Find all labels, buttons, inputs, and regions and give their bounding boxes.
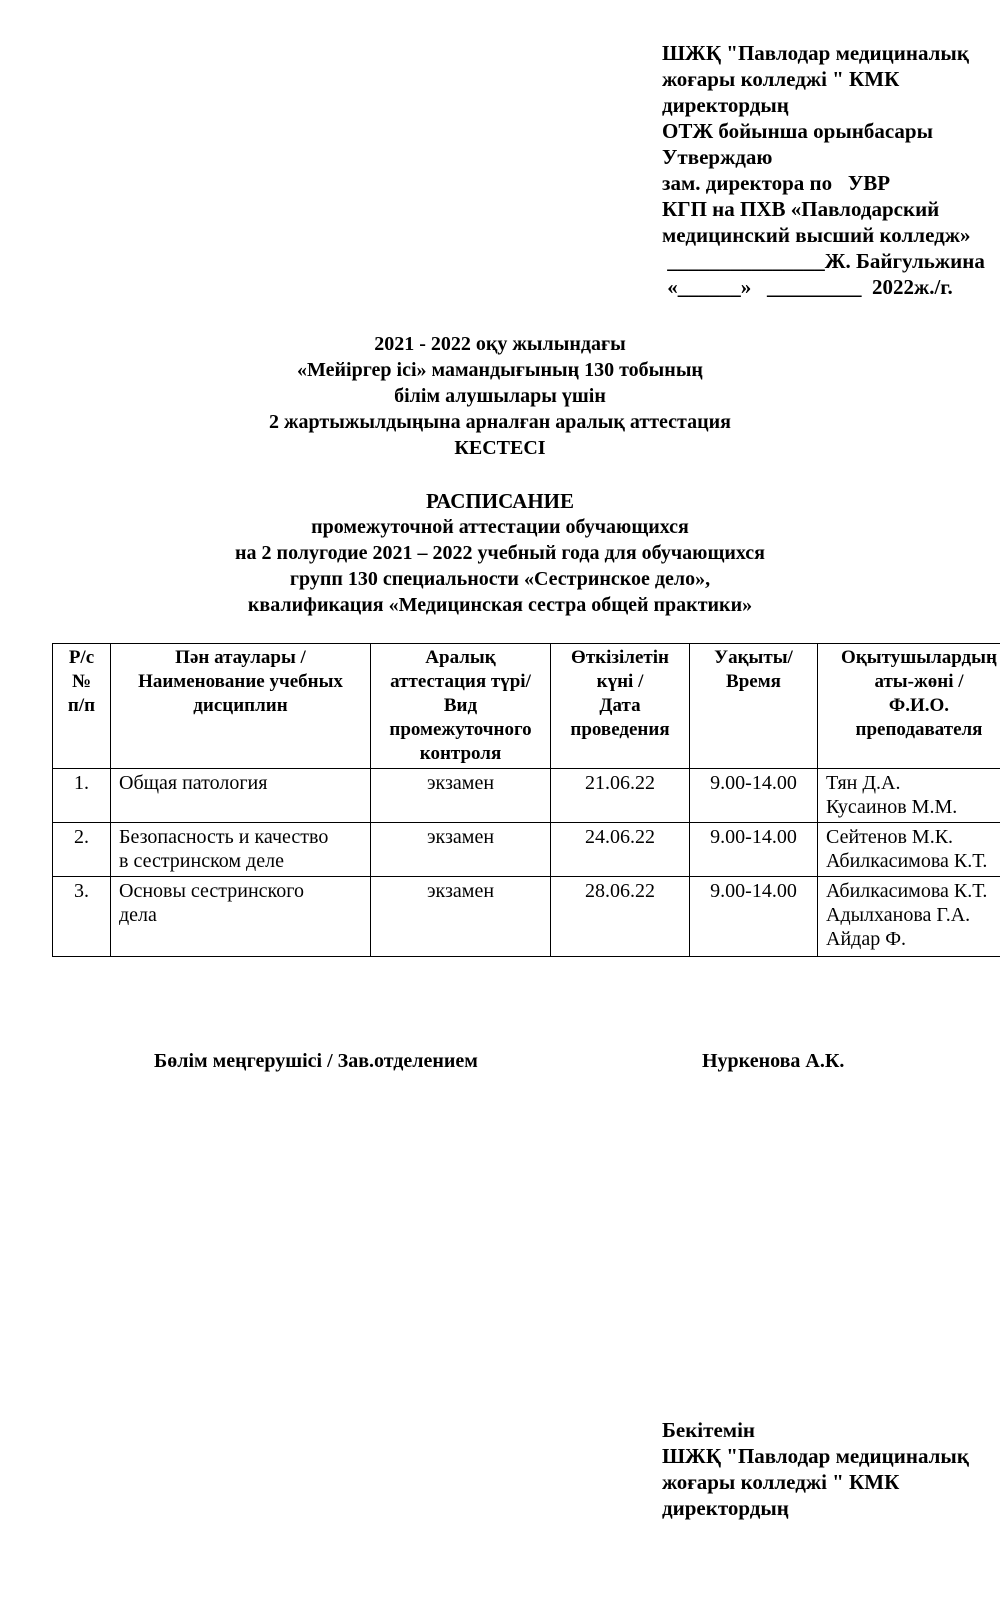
title-line: «Мейіргер ісі» мамандығының 130 тобының	[297, 359, 703, 381]
cell-teachers: Тян Д.А. Кусаинов М.М.	[818, 769, 1000, 823]
cell-subject: Общая патология	[111, 769, 371, 823]
cell-date: 21.06.22	[551, 769, 690, 823]
approval-line: жоғары колледжі " КМК	[662, 1470, 900, 1494]
header-date: Өткізілетін күні / Дата проведения	[551, 644, 690, 769]
approval-signature-line: _______________Ж. Байгульжина	[662, 249, 985, 273]
title-line: КЕСТЕСІ	[454, 437, 546, 459]
approval-line: Утверждаю	[662, 145, 773, 169]
signature-name: Нуркенова А.К.	[702, 1050, 845, 1072]
cell-date: 24.06.22	[551, 823, 690, 877]
cell-number: 3.	[53, 877, 111, 957]
approval-line: жоғары колледжі " КМК	[662, 67, 900, 91]
approval-line: Бекітемін	[662, 1418, 756, 1442]
approval-line: директордың	[662, 93, 789, 117]
approval-block-top	[662, 40, 1000, 300]
approval-line: ОТЖ бойынша орынбасары	[662, 119, 933, 143]
title-heading: РАСПИСАНИЕ	[425, 489, 575, 513]
approval-line: медицинский высший колледж»	[662, 223, 971, 247]
title-line: білім алушылары үшін	[394, 385, 606, 407]
cell-number: 1.	[53, 769, 111, 823]
table-row	[53, 877, 1000, 957]
table-row	[53, 823, 1000, 877]
cell-time: 9.00-14.00	[690, 769, 818, 823]
cell-teachers: Абилкасимова К.Т. Адылханова Г.А. Айдар Ф.	[818, 877, 1000, 957]
cell-subject: Основы сестринского дела	[111, 877, 371, 957]
cell-control-type: экзамен	[371, 769, 551, 823]
table-header-row	[53, 644, 1000, 769]
table-row	[53, 769, 1000, 823]
header-subject: Пән атаулары / Наименование учебных дисциплин	[111, 644, 371, 769]
title-line: групп 130 специальности «Сестринское дело»,	[289, 568, 711, 590]
signature-role: Бөлім меңгерушісі / Зав.отделением	[154, 1050, 478, 1072]
title-line: 2 жартыжылдыңына арналған аралық аттестация	[269, 411, 731, 433]
cell-time: 9.00-14.00	[690, 823, 818, 877]
title-russian	[0, 488, 1000, 618]
title-line: промежуточной аттестации обучающихся	[311, 516, 689, 538]
approval-line: ШЖҚ "Павлодар медициналық	[662, 1444, 969, 1468]
cell-number: 2.	[53, 823, 111, 877]
title-line: 2021 - 2022 оқу жылындағы	[374, 333, 626, 355]
cell-control-type: экзамен	[371, 823, 551, 877]
approval-line: ШЖҚ "Павлодар медициналық	[662, 41, 969, 65]
cell-date: 28.06.22	[551, 877, 690, 957]
approval-date-line: «______» _________ 2022ж./г.	[662, 275, 953, 299]
approval-block-bottom	[662, 1417, 1000, 1521]
approval-line: директордың	[662, 1496, 789, 1520]
title-line: на 2 полугодие 2021 – 2022 учебный года для обучающихся	[235, 542, 765, 564]
title-line: квалификация «Медицинская сестра общей практики»	[247, 594, 753, 616]
approval-line: зам. директора по УВР	[662, 171, 891, 195]
header-time: Уақыты/ Время	[690, 644, 818, 769]
header-control-type: Аралық аттестация түрі/ Вид промежуточного контроля	[371, 644, 551, 769]
approval-line: КГП на ПХВ «Павлодарский	[662, 197, 940, 221]
title-kazakh	[0, 331, 1000, 461]
cell-time: 9.00-14.00	[690, 877, 818, 957]
cell-teachers: Сейтенов М.К. Абилкасимова К.Т.	[818, 823, 1000, 877]
schedule-table	[52, 643, 1000, 957]
header-number: Р/с № п/п	[53, 644, 111, 769]
cell-subject: Безопасность и качество в сестринском деле	[111, 823, 371, 877]
cell-control-type: экзамен	[371, 877, 551, 957]
header-teachers: Оқытушылардың аты-жөні / Ф.И.О. преподавателя	[818, 644, 1000, 769]
